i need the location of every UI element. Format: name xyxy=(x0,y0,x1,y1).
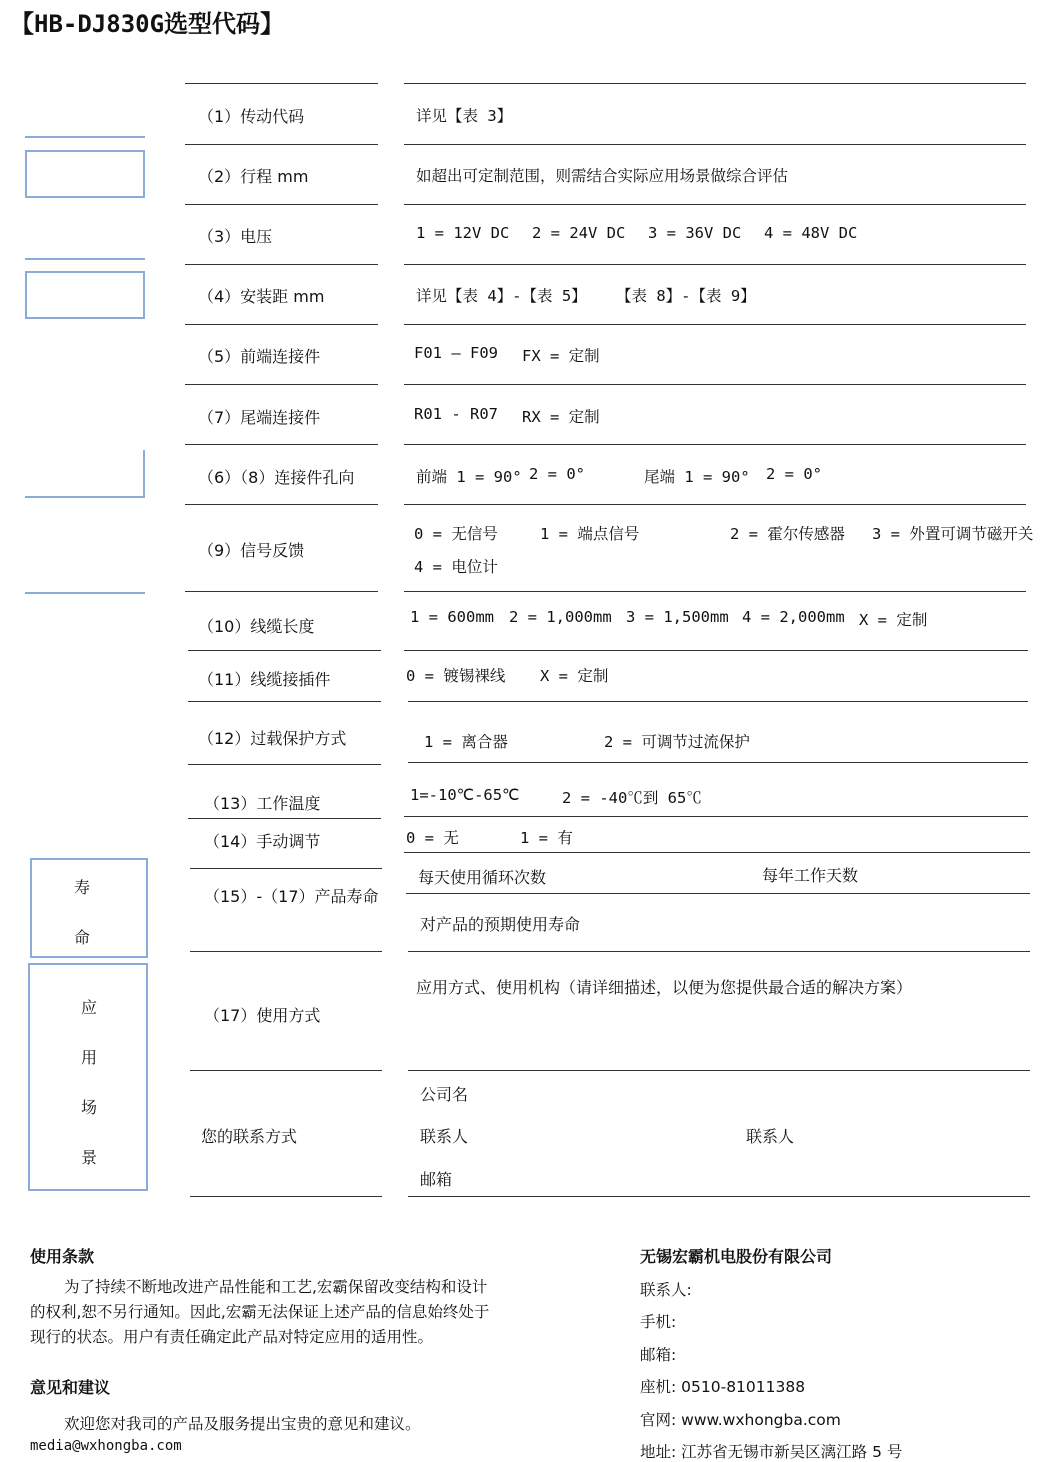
company-name: 无锡宏霸机电股份有限公司 xyxy=(640,1247,833,1266)
row-value-1: 详见【表 3】 xyxy=(416,107,513,125)
life-days: 每年工作天数 xyxy=(762,866,859,885)
row-value-2: 如超出可定制范围，则需结合实际应用场景做综合评估 xyxy=(416,167,789,185)
row-label-1: （1）传动代码 xyxy=(198,107,305,126)
scene-char-3: 场 xyxy=(81,1098,98,1117)
mount-ref-2: 【表 8】-【表 9】 xyxy=(616,287,756,305)
rule-r-13 xyxy=(404,852,1030,853)
feedback-line: 欢迎您对我司的产品及服务提出宝贵的意见和建议。 xyxy=(64,1415,421,1433)
row-label-4: （4）安装距 mm xyxy=(198,287,325,306)
scene-char-1: 应 xyxy=(81,998,98,1017)
temp-1: 1=-10℃-65℃ xyxy=(410,786,520,804)
cable-plug-2: X = 定制 xyxy=(540,667,609,685)
company-mobile: 手机: xyxy=(640,1313,677,1331)
rule-l-0 xyxy=(185,83,378,84)
contact-company: 公司名 xyxy=(420,1085,469,1104)
row-label-16: 您的联系方式 xyxy=(201,1127,298,1146)
decor-line-2 xyxy=(25,258,145,260)
decor-box-3 xyxy=(25,450,145,498)
rule-l-5 xyxy=(185,384,378,385)
rule-r-7 xyxy=(404,504,1026,505)
rule-l-7 xyxy=(185,504,378,505)
rule-r-3 xyxy=(404,264,1026,265)
row-label-5: （5）前端连接件 xyxy=(198,347,321,366)
rule-l-12 xyxy=(188,818,381,819)
row-label-8: （9）信号反馈 xyxy=(198,541,305,560)
company-contact: 联系人: xyxy=(640,1281,692,1299)
contact-email: 邮箱 xyxy=(420,1170,453,1189)
decor-box-2 xyxy=(25,271,145,319)
rule-l-6 xyxy=(185,444,378,445)
row-label-3: （3）电压 xyxy=(198,227,273,246)
life-char-1: 寿 xyxy=(74,878,91,897)
row-label-7: （6）（8）连接件孔向 xyxy=(198,468,355,487)
rule-l-1 xyxy=(185,144,378,145)
mount-ref-1: 详见【表 4】-【表 5】 xyxy=(416,287,587,305)
rule-l-13 xyxy=(190,868,382,869)
rule-l-11 xyxy=(188,764,381,765)
contact-person-2: 联系人 xyxy=(746,1127,795,1146)
voltage-2: 2 = 24V DC xyxy=(532,224,626,242)
signal-1: 0 = 无信号 xyxy=(414,525,498,543)
cable-len-1: 1 = 600mm xyxy=(410,608,494,626)
rule-l-14 xyxy=(190,951,382,952)
scene-char-2: 用 xyxy=(81,1048,98,1067)
manual-2: 1 = 有 xyxy=(520,829,573,847)
terms-line-1: 为了持续不断地改进产品性能和工艺,宏霸保留改变结构和设计 xyxy=(64,1278,488,1296)
terms-line-2: 的权利,恕不另行通知。因此,宏霸无法保证上述产品的信息始终处于 xyxy=(30,1303,490,1321)
front-conn-2: FX = 定制 xyxy=(522,347,600,365)
signal-3: 2 = 霍尔传感器 xyxy=(730,525,845,543)
rule-r-10 xyxy=(408,701,1028,702)
decor-line-1 xyxy=(25,136,145,138)
rule-r-16 xyxy=(408,1070,1030,1071)
manual-1: 0 = 无 xyxy=(406,829,459,847)
row-label-15: （17）使用方式 xyxy=(204,1006,321,1025)
rule-r-11 xyxy=(408,762,1028,763)
decor-box-1 xyxy=(25,150,145,198)
cable-len-3: 3 = 1,500mm xyxy=(626,608,729,626)
scene-char-4: 景 xyxy=(81,1148,98,1167)
row-label-2: （2）行程 mm xyxy=(198,167,309,186)
row-label-6: （7）尾端连接件 xyxy=(198,408,321,427)
rule-l-2 xyxy=(185,204,378,205)
hole-dir-4: 2 = 0° xyxy=(766,465,822,483)
usage-desc: 应用方式、使用机构（请详细描述，以便为您提供最合适的解决方案） xyxy=(416,978,913,997)
rule-r-12 xyxy=(404,816,1028,817)
rule-r-17 xyxy=(408,1196,1030,1197)
front-conn-1: F01 – F09 xyxy=(414,344,498,362)
rule-r-9 xyxy=(404,650,1028,651)
hole-dir-1: 前端 1 = 90° xyxy=(416,468,522,486)
rule-r-14 xyxy=(406,893,1030,894)
rule-l-9 xyxy=(188,650,381,651)
life-expected: 对产品的预期使用寿命 xyxy=(420,915,581,934)
signal-5: 4 = 电位计 xyxy=(414,558,498,576)
voltage-1: 1 = 12V DC xyxy=(416,224,510,242)
page-title: 【HB-DJ830G选型代码】 xyxy=(10,10,285,38)
rule-r-1 xyxy=(404,144,1026,145)
hole-dir-3: 尾端 1 = 90° xyxy=(644,468,750,486)
rear-conn-2: RX = 定制 xyxy=(522,408,600,426)
row-label-14: （15）-（17）产品寿命 xyxy=(204,887,379,906)
overload-2: 2 = 可调节过流保护 xyxy=(604,733,750,751)
feedback-email[interactable]: media@wxhongba.com xyxy=(30,1438,182,1454)
rule-l-8 xyxy=(185,591,378,592)
rule-l-15 xyxy=(190,1070,382,1071)
cable-len-5: X = 定制 xyxy=(859,611,928,629)
cable-len-4: 4 = 2,000mm xyxy=(742,608,845,626)
cable-plug-1: 0 = 镀锡裸线 xyxy=(406,667,506,685)
rule-r-5 xyxy=(404,384,1026,385)
rule-r-2 xyxy=(404,204,1026,205)
rule-l-10 xyxy=(188,701,381,702)
life-cycles: 每天使用循环次数 xyxy=(418,868,547,887)
rule-l-16 xyxy=(190,1196,382,1197)
feedback-heading: 意见和建议 xyxy=(30,1378,111,1397)
row-label-13: （14）手动调节 xyxy=(204,832,321,851)
signal-4: 3 = 外置可调节磁开关 xyxy=(872,525,1034,543)
temp-2: 2 = -40℃到 65℃ xyxy=(562,789,702,807)
life-char-2: 命 xyxy=(74,928,91,947)
row-label-10: （11）线缆接插件 xyxy=(198,670,331,689)
row-label-11: （12）过载保护方式 xyxy=(198,729,347,748)
terms-line-3: 现行的状态。用户有责任确定此产品对特定应用的适用性。 xyxy=(30,1328,434,1346)
row-label-9: （10）线缆长度 xyxy=(198,617,315,636)
cable-len-2: 2 = 1,000mm xyxy=(509,608,612,626)
company-email: 邮箱: xyxy=(640,1346,677,1364)
contact-person: 联系人 xyxy=(420,1127,469,1146)
company-phone: 座机: 0510-81011388 xyxy=(640,1378,806,1396)
rule-r-6 xyxy=(404,444,1026,445)
row-label-12: （13）工作温度 xyxy=(204,794,321,813)
rule-l-4 xyxy=(185,324,378,325)
rule-r-15 xyxy=(408,951,1030,952)
rule-r-0 xyxy=(404,83,1026,84)
voltage-4: 4 = 48V DC xyxy=(764,224,858,242)
rear-conn-1: R01 - R07 xyxy=(414,405,498,423)
overload-1: 1 = 离合器 xyxy=(424,733,508,751)
rule-r-8 xyxy=(404,591,1026,592)
company-address: 地址: 江苏省无锡市新吴区漓江路 5 号 xyxy=(640,1443,903,1461)
company-website[interactable]: 官网: www.wxhongba.com xyxy=(640,1411,841,1429)
rule-r-4 xyxy=(404,324,1026,325)
decor-line-3 xyxy=(25,592,145,594)
signal-2: 1 = 端点信号 xyxy=(540,525,640,543)
terms-heading: 使用条款 xyxy=(30,1247,95,1266)
rule-l-3 xyxy=(185,264,378,265)
voltage-3: 3 = 36V DC xyxy=(648,224,742,242)
hole-dir-2: 2 = 0° xyxy=(529,465,585,483)
